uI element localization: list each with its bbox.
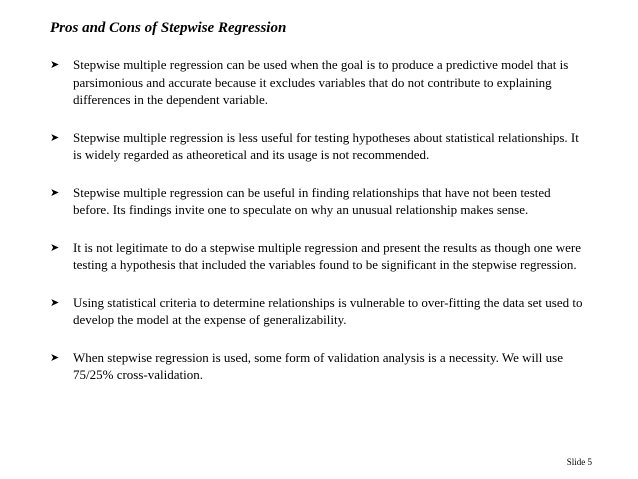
arrowhead-bullet-icon: ➤ <box>50 58 60 71</box>
arrowhead-bullet-icon: ➤ <box>50 295 60 309</box>
bullet-text: Stepwise multiple regression is less useful for testing hypotheses about statistical relationships. It is widely regarded as atheoretical and its usage is not recommended. <box>73 129 579 162</box>
bullet-text: Stepwise multiple regression can be used when the goal is to produce a predictive model that is parsimonious and accurate because it excludes variables that do not contribute to explaining differences in the dependent variable. <box>73 57 569 107</box>
bullet-item <box>50 184 590 219</box>
bullet-item <box>50 349 590 384</box>
bullet-text: Using statistical criteria to determine relationships is vulnerable to over-fitting the data set used to develop the model at the expense of generalizability. <box>73 294 583 327</box>
bullet-item <box>50 129 590 164</box>
bullet-item <box>50 239 590 274</box>
bullet-text: It is not legitimate to do a stepwise multiple regression and present the results as though one were testing a hypothesis that included the variables found to be significant in the stepwise regression. <box>73 239 581 272</box>
bullet-item <box>50 294 590 329</box>
slide-number: Slide 5 <box>566 457 592 467</box>
arrowhead-bullet-icon: ➤ <box>50 185 60 199</box>
bullet-text: When stepwise regression is used, some form of validation analysis is a necessity. We will use 75/25% cross-validation. <box>73 349 563 382</box>
bullet-list <box>50 56 590 384</box>
bullet-item <box>50 56 590 109</box>
arrowhead-bullet-icon: ➤ <box>50 130 60 144</box>
arrowhead-bullet-icon: ➤ <box>50 350 60 364</box>
arrowhead-bullet-icon: ➤ <box>50 240 60 254</box>
bullet-text: Stepwise multiple regression can be useful in finding relationships that have not been tested before. Its findings invite one to speculate on why an unusual relationship makes sense. <box>73 184 551 217</box>
slide-title: Pros and Cons of Stepwise Regression <box>50 20 287 36</box>
